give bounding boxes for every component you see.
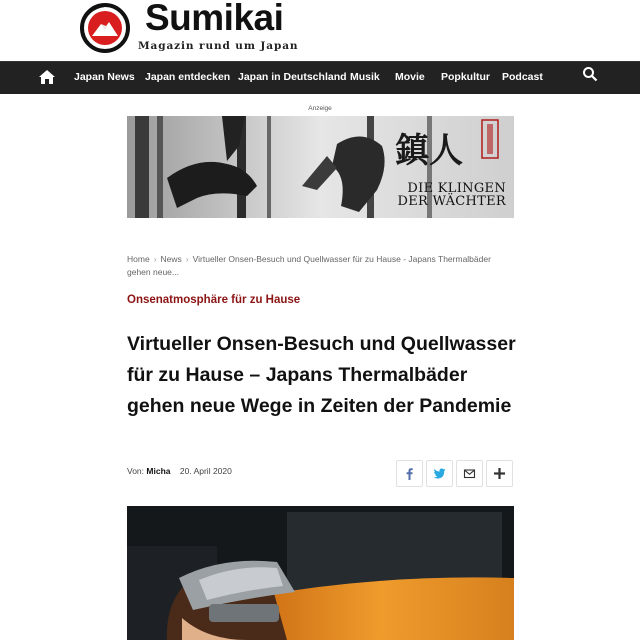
nav-item-movie[interactable]: Movie [395,71,425,83]
share-more-button[interactable] [486,460,513,487]
article-title: Virtueller Onsen-Besuch und Quellwasser für zu Hause – Japans Thermalbäder gehen neue Wege in Zeiten der Pandemie [127,333,516,417]
breadcrumb-home[interactable]: Home [127,254,150,264]
ad-title-line-2: DER WÄCHTER [397,194,506,209]
email-icon [463,467,476,480]
ad-banner[interactable] [127,116,514,218]
share-email-button[interactable] [456,460,483,487]
sumikai-logo-icon[interactable] [79,2,131,54]
share-twitter-button[interactable] [426,460,453,487]
site-tagline: Magazin rund um Japan [138,40,299,52]
main-navigation [0,61,640,94]
twitter-icon [433,467,446,480]
article-feature-image [127,506,514,640]
search-icon[interactable] [582,66,598,82]
author-label: Von: [127,466,145,476]
home-icon[interactable] [38,69,56,85]
breadcrumb-current: Virtueller Onsen-Besuch und Quellwasser für zu Hause - Japans Thermalbäder gehen neue... [127,254,491,277]
ad-title [398,182,506,208]
nav-item-podcast[interactable]: Podcast [502,71,543,83]
svg-text:鎮人: 鎮人 [395,131,463,171]
ad-title-line-1: DIE KLINGEN [407,181,506,196]
nav-item-japan-in-deutschland[interactable]: Japan in Deutschland [238,71,347,83]
breadcrumb-news[interactable]: News [160,254,182,264]
nav-item-popkultur[interactable]: Popkultur [441,71,490,83]
share-facebook-button[interactable] [396,460,423,487]
article-kicker: Onsenatmosphäre für zu Hause [127,294,301,306]
feature-photo-artwork [127,506,514,640]
breadcrumb [127,253,514,279]
site-name[interactable]: Sumikai [145,0,284,38]
author-link[interactable]: Micha [146,466,171,476]
publish-date: 20. April 2020 [179,466,232,476]
plus-icon [493,467,506,480]
nav-item-japan-entdecken[interactable]: Japan entdecken [145,71,231,83]
site-header [0,0,640,61]
nav-item-musik[interactable]: Musik [350,71,380,83]
breadcrumb-separator: › [153,254,157,264]
nav-item-japan-news[interactable]: Japan News [74,71,135,83]
ad-label: Anzeige [308,105,332,112]
facebook-icon [403,467,416,480]
article-meta [127,466,232,476]
breadcrumb-separator: › [185,254,189,264]
